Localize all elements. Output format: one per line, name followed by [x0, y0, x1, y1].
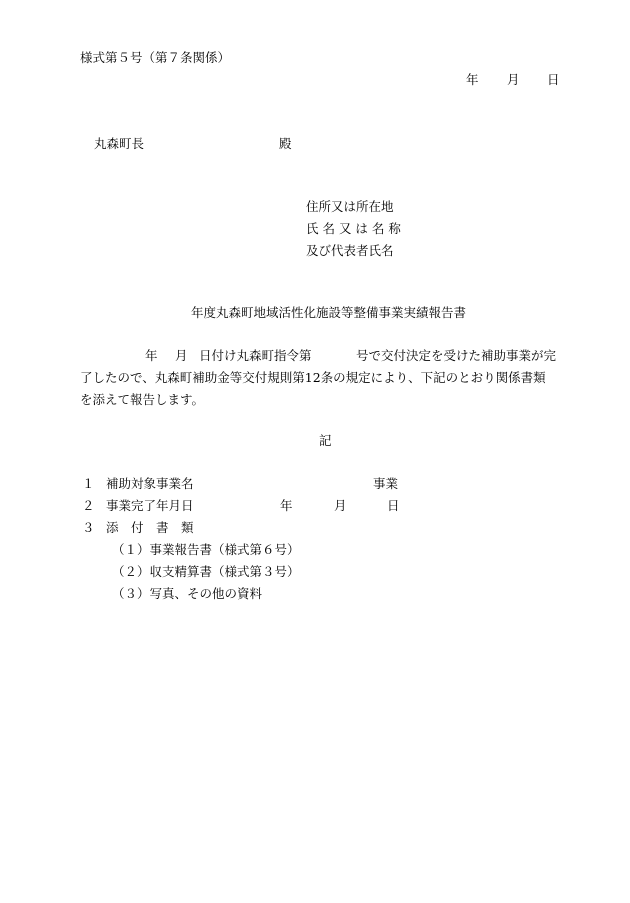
attachment-item: （３）写真、その他の資料 [112, 586, 263, 601]
item-label: 補助対象事業名 [106, 476, 194, 491]
body-date-ref: 日付け丸森町指令第 [199, 348, 312, 363]
applicant-address-label: 住所又は所在地 [306, 199, 394, 214]
item-year: 年 [280, 498, 293, 513]
item-number: ２ [82, 498, 95, 513]
date-month: 月 [507, 72, 520, 87]
attachment-item: （１）事業報告書（様式第６号） [112, 542, 300, 557]
body-line3: を添えて報告します。 [80, 392, 205, 407]
item-number: １ [82, 476, 95, 491]
document-title: 年度丸森町地域活性化施設等整備事業実績報告書 [191, 305, 467, 320]
item-month: 月 [334, 498, 347, 513]
item-label: 事業完了年月日 [106, 498, 194, 513]
date-year: 年 [466, 72, 479, 87]
body-month: 月 [175, 348, 188, 363]
item-number: ３ [82, 520, 95, 535]
date-day: 日 [547, 72, 560, 87]
addressee-name: 丸森町長 [94, 136, 145, 151]
attachment-item: （２）収支精算書（様式第３号） [112, 564, 300, 579]
ki-mark: 記 [319, 433, 332, 448]
item-label: 添 付 書 類 [106, 520, 194, 535]
applicant-name-label: 氏 名 又 は 名 称 [306, 221, 401, 236]
item-suffix: 事業 [373, 476, 399, 491]
addressee-honorific: 殿 [279, 136, 292, 151]
body-line2: 了したので、丸森町補助金等交付規則第12条の規定により、下記のとおり関係書類 [80, 370, 546, 385]
body-year: 年 [145, 348, 158, 363]
body-line1-tail: 号で交付決定を受けた補助事業が完 [356, 348, 557, 363]
form-label: 様式第５号（第７条関係） [80, 50, 231, 65]
applicant-representative-label: 及び代表者氏名 [306, 243, 394, 258]
item-day: 日 [387, 498, 400, 513]
